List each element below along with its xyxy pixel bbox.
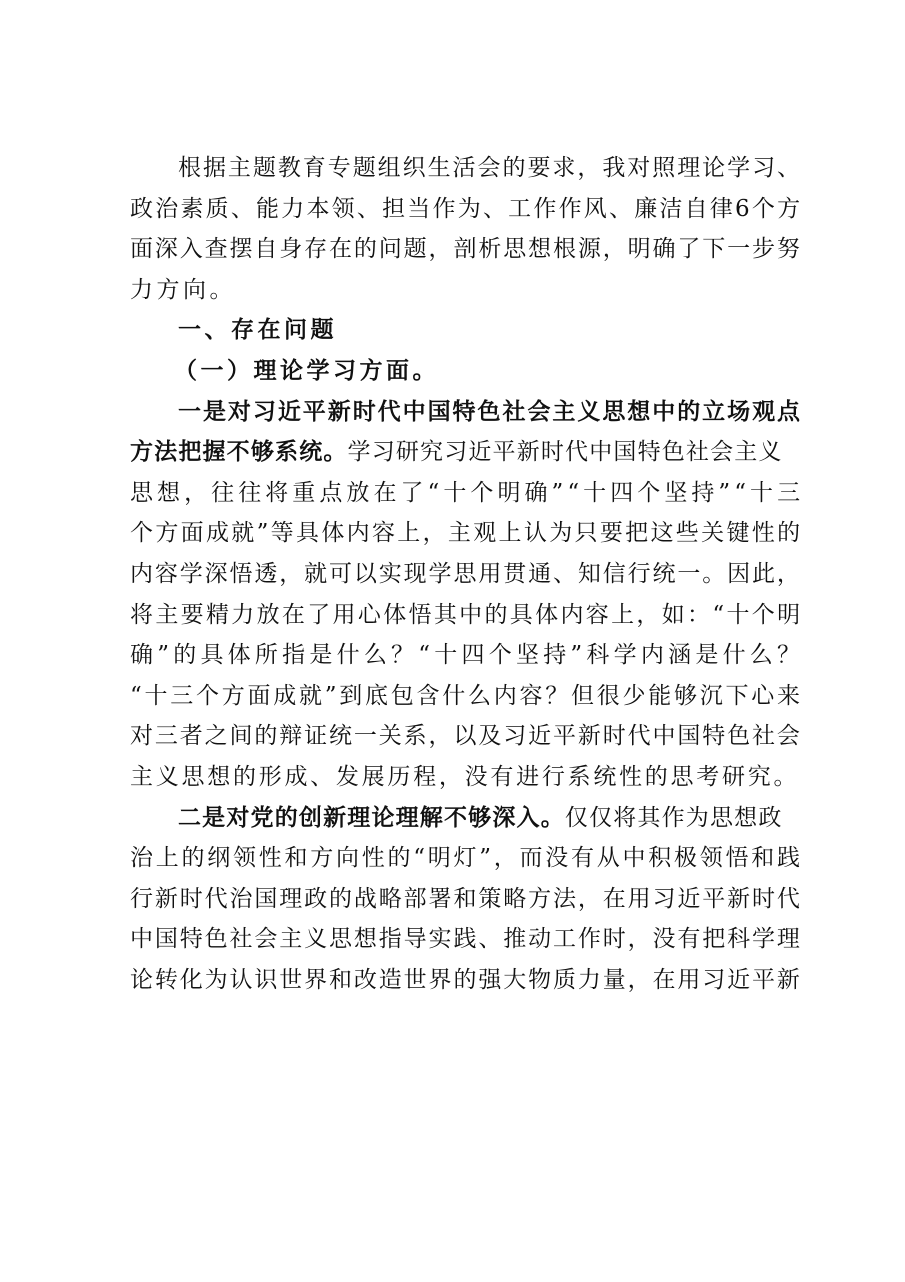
point2-bold: 二是对党的创新理论理解不够深入。 (178, 804, 565, 831)
intro-line-4 (130, 270, 800, 311)
point1-line-5 (130, 554, 800, 595)
intro-text-2: 政治素质、能力本领、担当作为、工作作风、廉洁自律6个方 (130, 195, 803, 222)
intro-line-3 (130, 229, 800, 270)
point1-text-7: 确”的具体所指是什么？“十四个坚持”科学内涵是什么？ (130, 642, 805, 669)
point2-text-4: 中国特色社会主义思想指导实践、推动工作时，没有把科学理 (130, 926, 802, 953)
heading-theory-study: （一）理论学习方面。 (174, 357, 439, 384)
point2-text-2: 治上的纲领性和方向性的“明灯”，而没有从中积极领悟和践 (130, 845, 803, 872)
point1-line-3 (130, 473, 805, 514)
document-body (130, 148, 805, 1000)
point1-line-4 (130, 513, 803, 554)
intro-line-1 (130, 148, 800, 189)
heading-existing-problems: 一、存在问题 (178, 317, 337, 344)
point1-line-8 (130, 676, 803, 717)
point2-line-1 (130, 798, 800, 839)
point2-line-2 (130, 838, 803, 879)
point1-bold-1: 一是对习近平新时代中国特色社会主义思想中的立场观点 (178, 398, 802, 425)
point1-text-6: 将主要精力放在了用心体悟其中的具体内容上，如：“十个明 (130, 601, 803, 628)
intro-text-1: 根据主题教育专题组织生活会的要求，我对照理论学习、 (178, 155, 802, 181)
point1-line-6 (130, 595, 803, 636)
intro-text-3: 面深入查摆自身存在的问题，剖析思想根源，明确了下一步努 (130, 236, 802, 263)
point2-text-5: 论转化为认识世界和改造世界的强大物质力量，在用习近平新 (130, 966, 802, 993)
point1-line-9 (130, 716, 800, 757)
section-heading (130, 310, 800, 351)
point1-text-5: 内容学深悟透，就可以实现学思用贯通、知信行统一。因此， (130, 560, 802, 587)
point2-rest-1: 仅仅将其作为思想政 (564, 804, 783, 831)
point1-text-9: 对三者之间的辩证统一关系，以及习近平新时代中国特色社会 (130, 723, 802, 750)
point2-line-4 (130, 919, 800, 960)
point1-text-3: 思想，往往将重点放在了“十个明确”“十四个坚持”“十三 (130, 479, 805, 506)
intro-line-2 (130, 189, 803, 230)
point1-line-2 (130, 432, 800, 473)
point1-text-10: 主义思想的形成、发展历程，没有进行系统性的思考研究。 (130, 763, 800, 790)
point2-text-3: 行新时代治国理政的战略部署和策略方法，在用习近平新时代 (130, 885, 802, 912)
point1-text-8: “十三个方面成就”到底包含什么内容？但很少能够沉下心来 (130, 682, 803, 709)
subsection-heading (130, 351, 800, 392)
point1-bold-2: 方法把握不够系统。 (130, 439, 348, 466)
point2-line-5 (130, 960, 800, 1001)
point2-line-3 (130, 879, 800, 920)
point1-rest-2: 学习研究习近平新时代中国特色社会主义 (347, 439, 783, 466)
point1-text-4: 个方面成就”等具体内容上，主观上认为只要把这些关键性的 (130, 520, 803, 547)
point1-line-10 (130, 757, 800, 798)
point1-line-7 (130, 635, 805, 676)
intro-text-4: 力方向。 (130, 276, 236, 303)
point1-line-1 (130, 392, 800, 433)
